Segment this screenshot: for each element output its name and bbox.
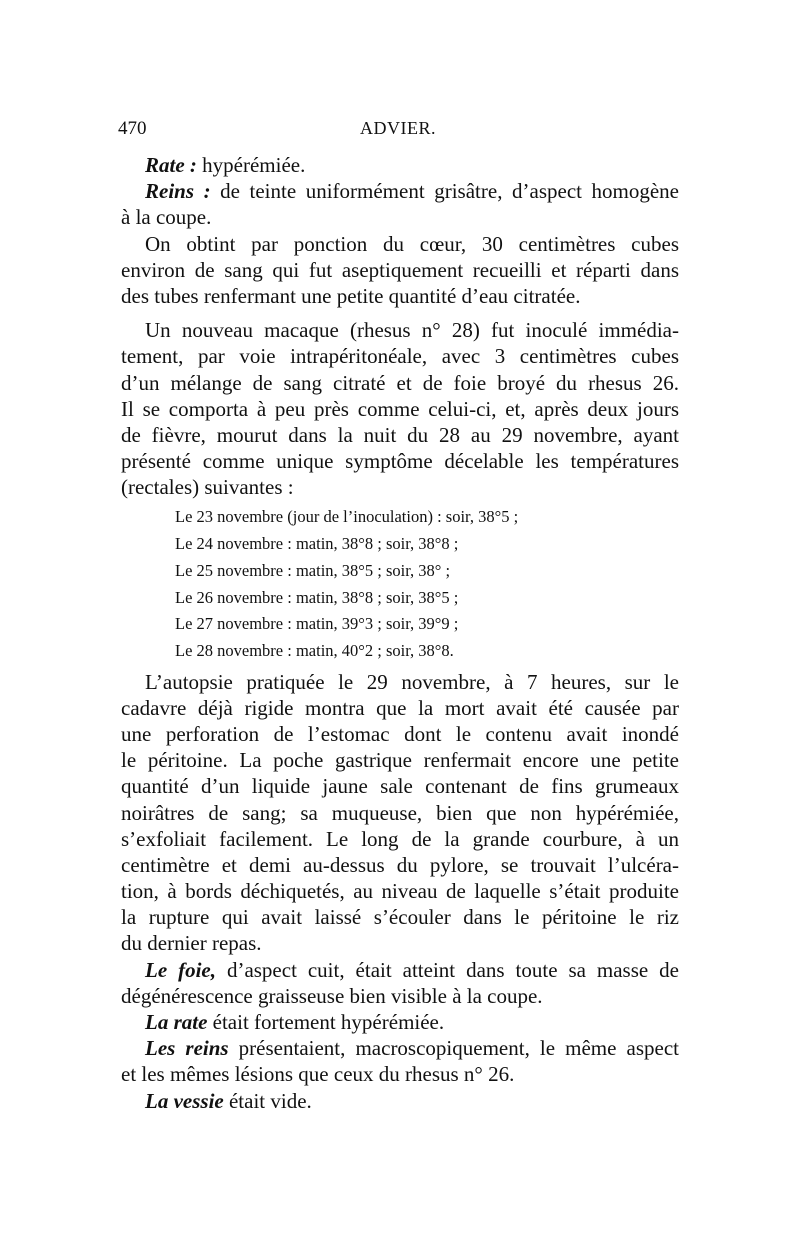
text-line: le péritoine. La poche gastrique renfermait encore une petite [121, 748, 679, 773]
text-line: La rate était fortement hypérémiée. [145, 1010, 445, 1034]
text-line: Le foie, d’aspect cuit, était atteint dans toute sa masse de [145, 957, 679, 982]
text-line: quantité d’un liquide jaune sale contenant de fins grumeaux [121, 774, 679, 799]
text-line: la rupture qui avait laissé s’écouler dans le péritoine le riz [121, 905, 679, 930]
text-line: Reins : de teinte uniformément grisâtre, d’aspect homogène [145, 179, 679, 204]
text-line: cadavre déjà rigide montra que la mort avait été causée par [121, 695, 679, 720]
running-head: ADVIER. [360, 118, 436, 138]
temperature-list [175, 500, 625, 668]
item-label: Reins : [145, 179, 211, 204]
item-label: La vessie [145, 1088, 224, 1113]
text-line: La vessie était vide. [145, 1088, 312, 1113]
text-line: Un nouveau macaque (rhesus n° 28) fut inoculé immédia- [145, 318, 679, 343]
temperature-entry: Le 27 novembre : matin, 39°3 ; soir, 39°9 ; [175, 614, 459, 634]
text-line: Les reins présentaient, macroscopiquement, le même aspect [145, 1036, 679, 1061]
text-line: s’exfoliait facilement. Le long de la grande courbure, à un [121, 826, 679, 851]
temperature-entry: Le 28 novembre : matin, 40°2 ; soir, 38°8. [175, 640, 454, 660]
text-line: environ de sang qui fut aseptiquement recueilli et réparti dans [121, 257, 679, 282]
text-line: Il se comporta à peu près comme celui-ci, et, après deux jours [121, 396, 679, 421]
text-line: noirâtres de sang; sa muqueuse, bien que non hypérémiée, [121, 800, 679, 825]
text-line: du dernier repas. [121, 931, 262, 956]
text-line: (rectales) suivantes : [121, 475, 294, 500]
item-label: La rate [145, 1010, 208, 1034]
text-line: et les mêmes lésions que ceux du rhesus n° 26. [121, 1062, 515, 1087]
text-line: On obtint par ponction du cœur, 30 centimètres cubes [145, 231, 679, 256]
temperature-entry: Le 25 novembre : matin, 38°5 ; soir, 38° ; [175, 560, 451, 580]
temperature-entry: Le 24 novembre : matin, 38°8 ; soir, 38°8 ; [175, 534, 459, 554]
temperature-entry: Le 23 novembre (jour de l’inoculation) : soir, 38°5 ; [175, 507, 519, 527]
text-line: centimètre et demi au-dessus du pylore, se trouvait l’ulcéra- [121, 852, 679, 877]
text-line: d’un mélange de sang citraté et de foie broyé du rhesus 26. [121, 370, 679, 395]
text-line: présenté comme unique symptôme décelable les températures [121, 449, 679, 474]
text-line: des tubes renfermant une petite quantité d’eau citratée. [121, 283, 581, 308]
text-line: une perforation de l’estomac dont le contenu avait inondé [121, 721, 679, 746]
text-line: de fièvre, mourut dans la nuit du 28 au 29 novembre, ayant [121, 422, 679, 447]
text-line: Rate : hypérémiée. [145, 153, 306, 177]
text-line: dégénérescence graisseuse bien visible à la coupe. [121, 983, 543, 1008]
body-text [121, 152, 679, 1114]
item-label: Les reins [145, 1036, 229, 1061]
text-line: tement, par voie intrapéritonéale, avec 3 centimètres cubes [121, 344, 679, 369]
text-line: à la coupe. [121, 205, 212, 230]
page-header [118, 118, 678, 146]
temperature-entry: Le 26 novembre : matin, 38°8 ; soir, 38°5 ; [175, 587, 459, 607]
text-line: L’autopsie pratiquée le 29 novembre, à 7 heures, sur le [145, 669, 679, 694]
item-label: Le foie, [145, 957, 216, 982]
item-label: Rate : [145, 153, 197, 177]
text-line: tion, à bords déchiquetés, au niveau de laquelle s’était produite [121, 879, 679, 904]
page-number: 470 [118, 118, 147, 139]
